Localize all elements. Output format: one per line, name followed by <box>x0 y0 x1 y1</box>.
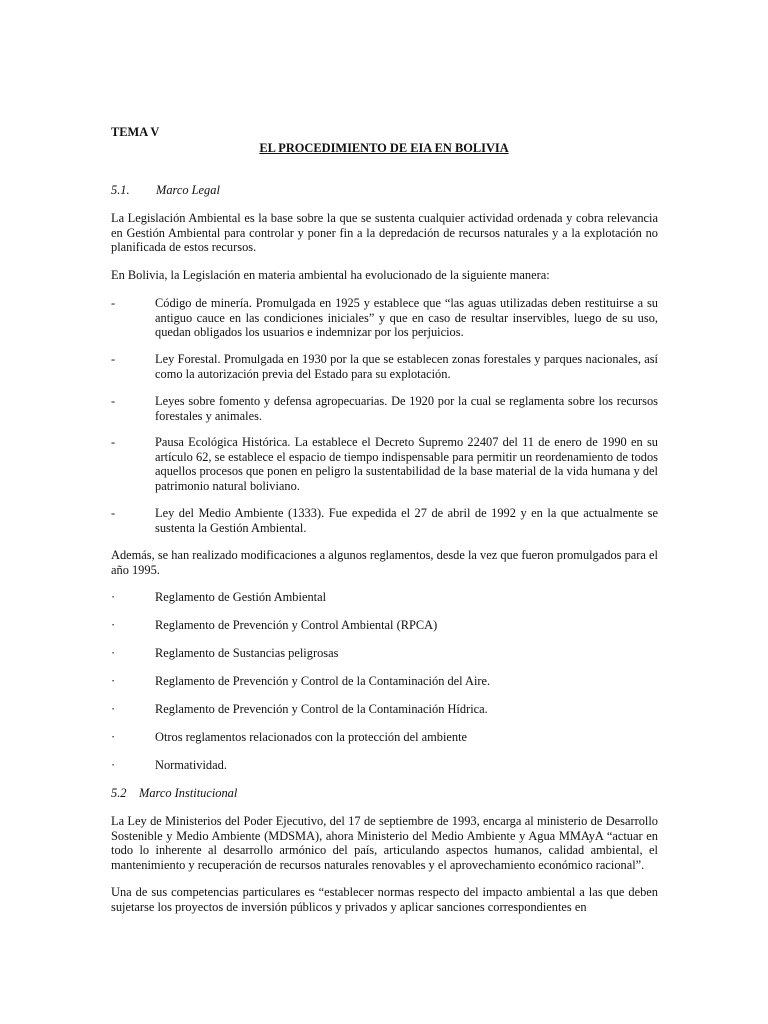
bullet-marker: · <box>111 702 116 716</box>
legal-item-text: Ley Forestal. Promulgada en 1930 por la que se establecen zonas forestales y parques nacionales, así como la autorización previa del Estado para su explotación. <box>155 352 658 381</box>
legal-item-text: Leyes sobre fomento y defensa agropecuarias. De 1920 por la cual se reglamenta sobre los recursos forestales y animales. <box>155 394 658 423</box>
intro-paragraph: La Legislación Ambiental es la base sobre la que se sustenta cualquier actividad ordenada y cobra relevancia en Gestión Ambiental para controlar y poner fin a la depredación de recursos naturales y a la explotación no planificada de estos recursos. <box>111 211 658 255</box>
section-heading-5-1 <box>111 183 220 198</box>
dash-marker: - <box>111 296 116 310</box>
legal-item-text: Ley del Medio Ambiente (1333). Fue expedida el 27 de abril de 1992 y en la que actualmente se sustenta la Gestión Ambiental. <box>155 506 658 535</box>
topic-label: TEMA V <box>111 125 160 139</box>
regulation-text: Normatividad. <box>155 758 227 772</box>
dash-marker: - <box>111 435 116 449</box>
bullet-marker: · <box>111 730 116 744</box>
dash-marker: - <box>111 506 116 520</box>
bullet-marker: · <box>111 618 116 632</box>
bolivia-intro-paragraph: En Bolivia, la Legislación en materia ambiental ha evolucionado de la siguiente manera: <box>111 268 550 282</box>
bullet-marker: · <box>111 758 116 772</box>
institutional-paragraph: La Ley de Ministerios del Poder Ejecutivo, del 17 de septiembre de 1993, encarga al ministerio de Desarrollo Sostenible y Medio Ambiente (MDSMA), ahora Ministerio del Medio Ambiente y Agua MMAyA “actuar en todo lo inherente al desarrollo armónico del país, articulando aspectos humanos, calidad ambiental, el mantenimiento y recuperación de recursos naturales renovables y el aprovechamiento económico racional”. <box>111 814 658 872</box>
regulation-text: Reglamento de Gestión Ambiental <box>155 590 327 604</box>
bullet-marker: · <box>111 590 116 604</box>
section-title: Marco Institucional <box>139 786 238 800</box>
page-title: EL PROCEDIMIENTO DE EIA EN BOLIVIA <box>259 141 509 155</box>
legal-item-text: Pausa Ecológica Histórica. La establece el Decreto Supremo 22407 del 11 de enero de 1990 en su artículo 62, se establece el espacio de tiempo indispensable para permitir un reordenamiento de todos aquellos procesos que ponen en peligro la sustentabilidad de la base material de la vida humana y del patrimonio natural boliviano. <box>155 435 658 493</box>
bullet-marker: · <box>111 674 116 688</box>
section-number: 5.1. <box>111 183 130 197</box>
section-title: Marco Legal <box>156 183 220 197</box>
section-heading-5-2 <box>111 786 237 801</box>
dash-marker: - <box>111 352 116 366</box>
legal-item-text: Código de minería. Promulgada en 1925 y establece que “las aguas utilizadas deben restituirse a su antiguo cauce en las condiciones iniciales” y que en caso de resultar inservibles, luego de su uso, quedan obligados los usuarios e indemnizar por los perjuicios. <box>155 296 658 340</box>
regulation-text: Reglamento de Sustancias peligrosas <box>155 646 339 660</box>
dash-marker: - <box>111 394 116 408</box>
regulation-text: Reglamento de Prevención y Control Ambiental (RPCA) <box>155 618 438 632</box>
section-number: 5.2 <box>111 786 127 800</box>
bullet-marker: · <box>111 646 116 660</box>
regulation-text: Reglamento de Prevención y Control de la Contaminación Hídrica. <box>155 702 488 716</box>
regulation-text: Otros reglamentos relacionados con la protección del ambiente <box>155 730 468 744</box>
modifications-paragraph: Además, se han realizado modificaciones a algunos reglamentos, desde la vez que fueron promulgados para el año 1995. <box>111 548 658 577</box>
regulation-text: Reglamento de Prevención y Control de la Contaminación del Aire. <box>155 674 491 688</box>
institutional-paragraph-continued: Una de sus competencias particulares es “establecer normas respecto del impacto ambiental a las que deben sujetarse los proyectos de inversión públicos y privados y aplicar sanciones correspondientes en <box>111 885 658 914</box>
